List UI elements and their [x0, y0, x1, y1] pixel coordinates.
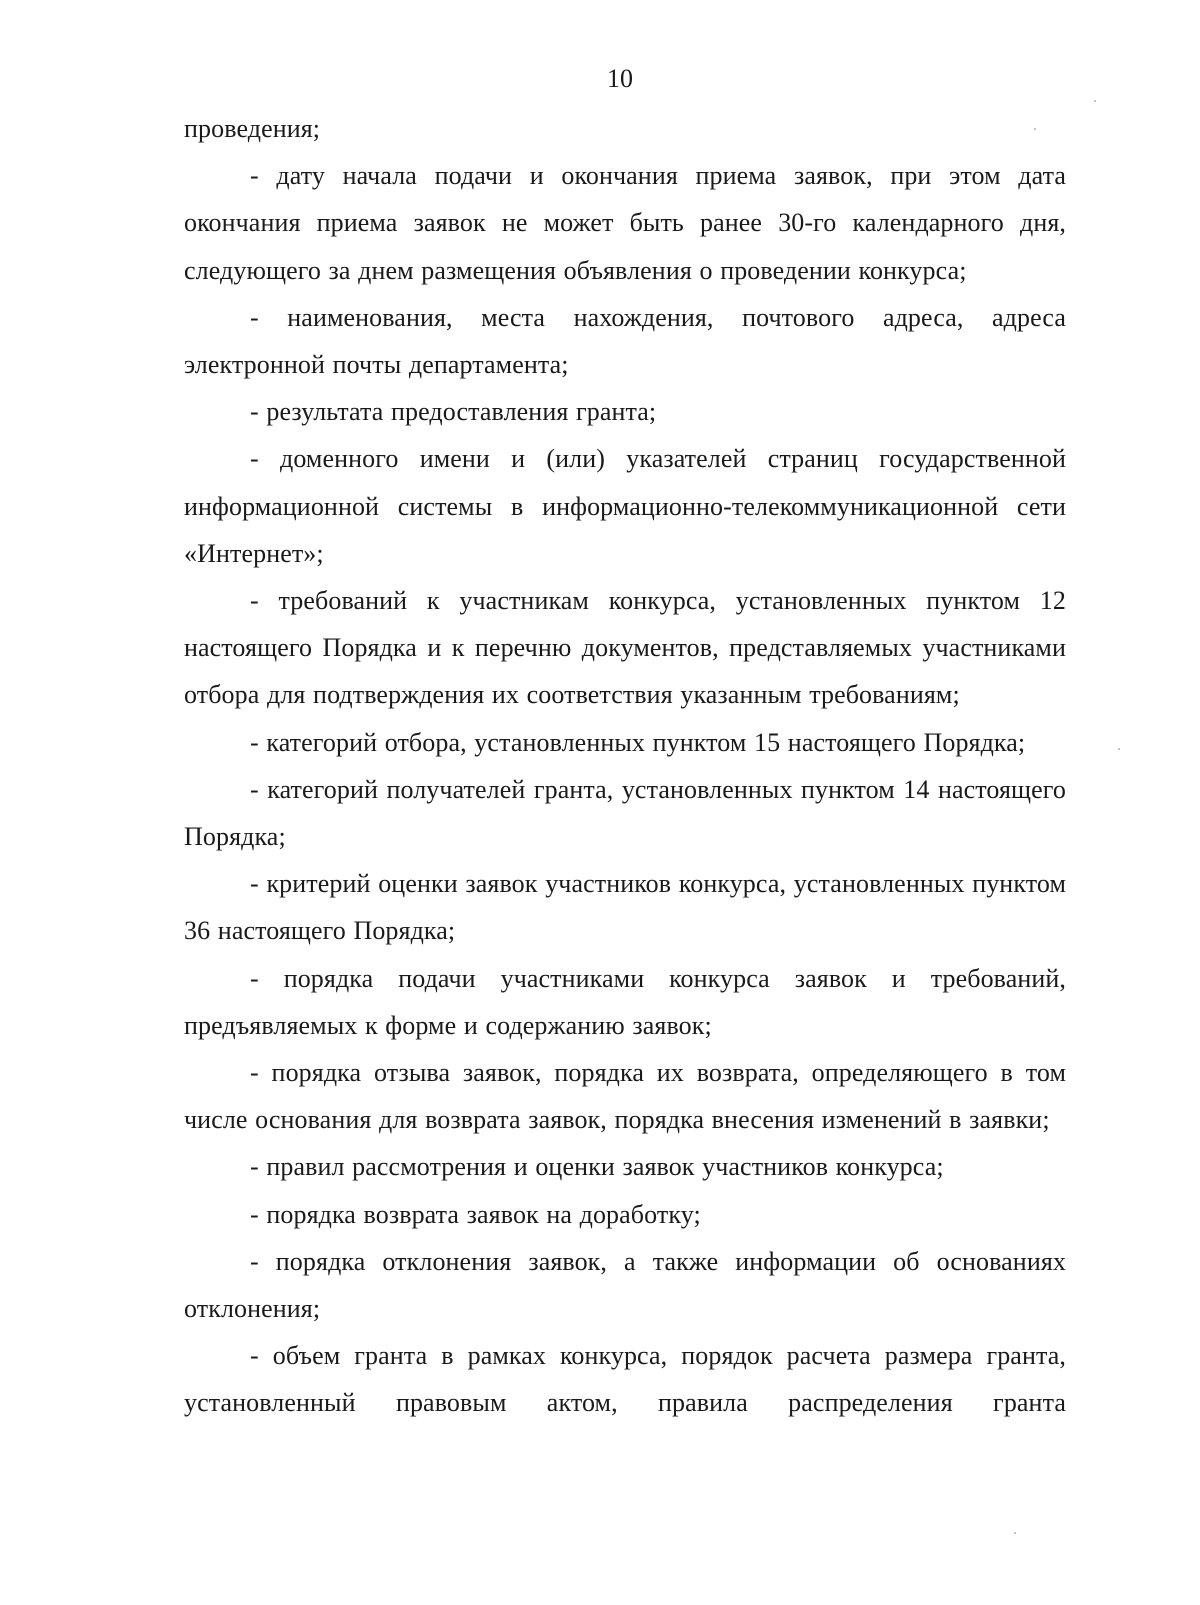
- list-item: - требований к участникам конкурса, установленных пунктом 12 настоящего Порядка и к перечню документов, представляемых участниками отбора для подтверждения их соответствия указанным требованиям;: [184, 586, 1066, 710]
- list-item: - категорий отбора, установленных пунктом 15 настоящего Порядка;: [250, 727, 1026, 757]
- scan-speck: [1034, 128, 1036, 130]
- list-item: - наименования, места нахождения, почтового адреса, адреса электронной почты департамента;: [184, 302, 1066, 380]
- scan-speck: [1118, 748, 1120, 750]
- document-body: [184, 105, 1066, 1427]
- list-item: - порядка возврата заявок на доработку;: [250, 1199, 701, 1229]
- list-item: - критерий оценки заявок участников конкурса, установленных пунктом 36 настоящего Порядка;: [184, 869, 1066, 946]
- list-item: - правил рассмотрения и оценки заявок участников конкурса;: [250, 1152, 944, 1182]
- list-item: - порядка подачи участниками конкурса заявок и требований, предъявляемых к форме и содержанию заявок;: [184, 963, 1066, 1040]
- paragraph: проведения;: [184, 114, 321, 143]
- page-number: 10: [607, 64, 633, 93]
- scan-speck: [1094, 100, 1096, 102]
- list-item: - порядка отклонения заявок, а также информации об основаниях отклонения;: [184, 1246, 1066, 1324]
- list-item: - категорий получателей гранта, установленных пунктом 14 настоящего Порядка;: [184, 774, 1066, 852]
- list-item: - объем гранта в рамках конкурса, порядок расчета размера гранта, установленный правовым актом, правила распределения гранта: [184, 1341, 1066, 1418]
- list-item: - результата предоставления гранта;: [250, 397, 657, 427]
- list-item: - доменного имени и (или) указателей страниц государственной информационной системы в информационно-телекоммуникационной сети «Интернет»;: [184, 444, 1066, 568]
- list-item: - дату начала подачи и окончания приема заявок, при этом дата окончания приема заявок не может быть ранее 30-го календарного дня, следующего за днем размещения объявления о проведении конкурса;: [184, 161, 1066, 285]
- scan-speck: [1014, 1532, 1016, 1534]
- list-item: - порядка отзыва заявок, порядка их возврата, определяющего в том числе основания для возврата заявок, порядка внесения изменений в заявки;: [184, 1058, 1066, 1135]
